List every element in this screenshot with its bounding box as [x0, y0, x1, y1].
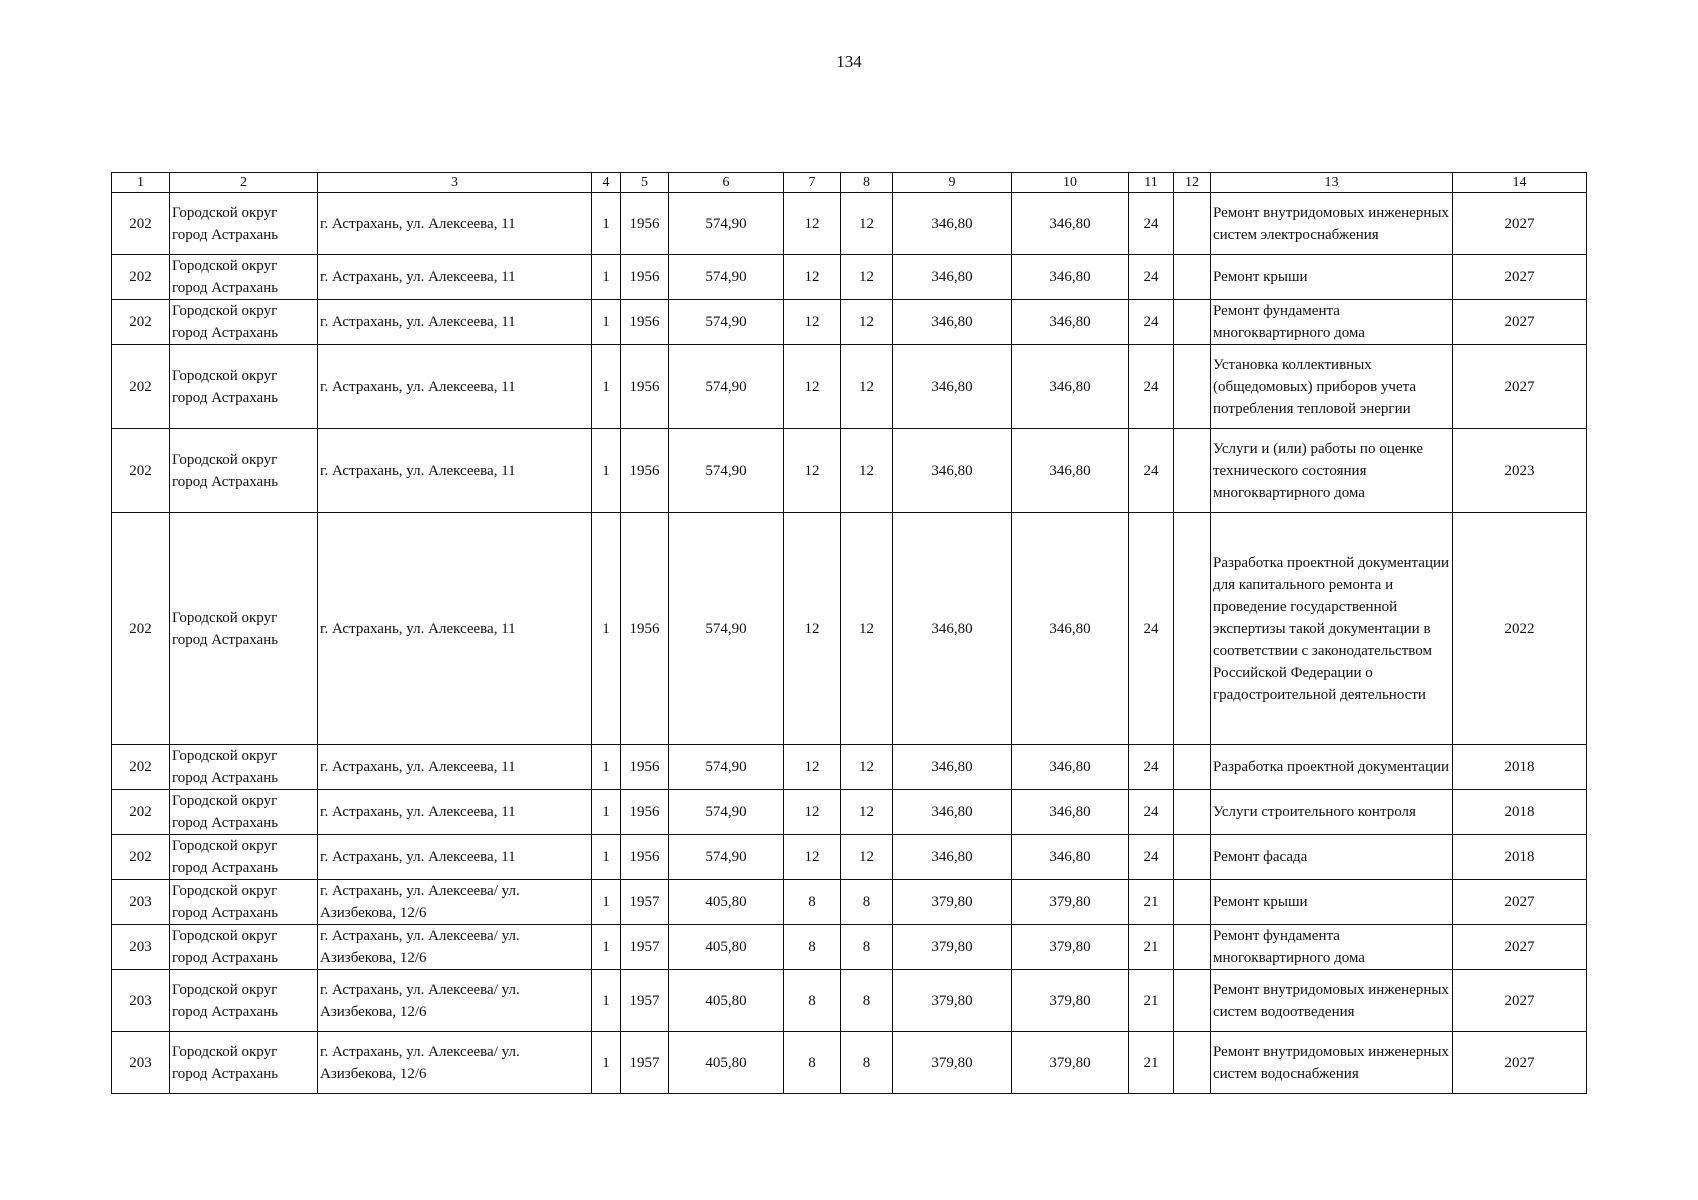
- cell-col-10: 379,80: [1012, 925, 1129, 970]
- cell-year: 1956: [621, 745, 669, 790]
- cell-work-type: Ремонт внутридомовых инженерных систем водоснабжения: [1211, 1032, 1453, 1094]
- cell-col-4: 1: [592, 429, 621, 513]
- cell-plan-year: 2027: [1453, 970, 1587, 1032]
- cell-year: 1956: [621, 255, 669, 300]
- cell-col-8: 12: [841, 835, 893, 880]
- cell-col-9: 346,80: [893, 300, 1012, 345]
- cell-municipality: Городской округ город Астрахань: [170, 345, 318, 429]
- cell-col-10: 379,80: [1012, 880, 1129, 925]
- cell-plan-year: 2027: [1453, 880, 1587, 925]
- cell-col-10: 346,80: [1012, 835, 1129, 880]
- cell-col-4: 1: [592, 925, 621, 970]
- table-row: [112, 745, 1587, 790]
- cell-col-7: 8: [784, 880, 841, 925]
- cell-col-12: [1174, 300, 1211, 345]
- cell-area: 574,90: [669, 790, 784, 835]
- cell-col-7: 12: [784, 513, 841, 745]
- cell-work-type: Услуги и (или) работы по оценке технического состояния многоквартирного дома: [1211, 429, 1453, 513]
- cell-row-number: 202: [112, 345, 170, 429]
- cell-col-10: 346,80: [1012, 429, 1129, 513]
- cell-col-8: 12: [841, 193, 893, 255]
- cell-address: г. Астрахань, ул. Алексеева, 11: [318, 835, 592, 880]
- cell-municipality: Городской округ город Астрахань: [170, 835, 318, 880]
- cell-col-7: 8: [784, 970, 841, 1032]
- cell-col-7: 8: [784, 1032, 841, 1094]
- cell-year: 1956: [621, 429, 669, 513]
- cell-col-9: 379,80: [893, 925, 1012, 970]
- cell-address: г. Астрахань, ул. Алексеева, 11: [318, 790, 592, 835]
- cell-row-number: 202: [112, 193, 170, 255]
- cell-area: 574,90: [669, 429, 784, 513]
- cell-col-4: 1: [592, 193, 621, 255]
- cell-row-number: 202: [112, 513, 170, 745]
- cell-col-12: [1174, 970, 1211, 1032]
- cell-address: г. Астрахань, ул. Алексеева, 11: [318, 429, 592, 513]
- cell-area: 574,90: [669, 745, 784, 790]
- cell-address: г. Астрахань, ул. Алексеева, 11: [318, 345, 592, 429]
- cell-col-11: 24: [1129, 745, 1174, 790]
- cell-plan-year: 2027: [1453, 1032, 1587, 1094]
- cell-col-4: 1: [592, 970, 621, 1032]
- cell-col-8: 12: [841, 790, 893, 835]
- cell-address: г. Астрахань, ул. Алексеева, 11: [318, 193, 592, 255]
- cell-col-8: 12: [841, 255, 893, 300]
- column-header: 14: [1453, 173, 1587, 193]
- cell-col-12: [1174, 345, 1211, 429]
- cell-col-12: [1174, 1032, 1211, 1094]
- cell-row-number: 202: [112, 835, 170, 880]
- cell-col-11: 24: [1129, 835, 1174, 880]
- cell-area: 574,90: [669, 255, 784, 300]
- cell-col-10: 346,80: [1012, 513, 1129, 745]
- cell-col-9: 346,80: [893, 790, 1012, 835]
- cell-plan-year: 2018: [1453, 745, 1587, 790]
- cell-col-8: 8: [841, 970, 893, 1032]
- cell-address: г. Астрахань, ул. Алексеева/ ул. Азизбекова, 12/6: [318, 880, 592, 925]
- cell-address: г. Астрахань, ул. Алексеева, 11: [318, 513, 592, 745]
- cell-col-7: 12: [784, 255, 841, 300]
- cell-work-type: Установка коллективных (общедомовых) приборов учета потребления тепловой энергии: [1211, 345, 1453, 429]
- cell-row-number: 202: [112, 255, 170, 300]
- repair-program-table: [111, 172, 1587, 1094]
- cell-col-7: 12: [784, 790, 841, 835]
- cell-plan-year: 2027: [1453, 345, 1587, 429]
- cell-year: 1957: [621, 1032, 669, 1094]
- cell-area: 405,80: [669, 1032, 784, 1094]
- column-header: 1: [112, 173, 170, 193]
- cell-col-7: 12: [784, 193, 841, 255]
- cell-plan-year: 2027: [1453, 300, 1587, 345]
- cell-col-4: 1: [592, 745, 621, 790]
- cell-year: 1956: [621, 345, 669, 429]
- cell-col-7: 12: [784, 429, 841, 513]
- cell-col-4: 1: [592, 790, 621, 835]
- cell-address: г. Астрахань, ул. Алексеева, 11: [318, 255, 592, 300]
- cell-work-type: Ремонт фасада: [1211, 835, 1453, 880]
- cell-municipality: Городской округ город Астрахань: [170, 790, 318, 835]
- table-header-row: [112, 173, 1587, 193]
- cell-area: 574,90: [669, 345, 784, 429]
- cell-work-type: Разработка проектной документации для капитального ремонта и проведение государственной экспертизы такой документации в соответствии с законодательством Российской Федерации о градостроительной деятельности: [1211, 513, 1453, 745]
- cell-municipality: Городской округ город Астрахань: [170, 300, 318, 345]
- cell-work-type: Ремонт крыши: [1211, 880, 1453, 925]
- cell-col-11: 24: [1129, 513, 1174, 745]
- column-header: 9: [893, 173, 1012, 193]
- table-row: [112, 925, 1587, 970]
- cell-row-number: 203: [112, 1032, 170, 1094]
- cell-year: 1956: [621, 513, 669, 745]
- cell-row-number: 203: [112, 880, 170, 925]
- cell-address: г. Астрахань, ул. Алексеева/ ул. Азизбекова, 12/6: [318, 925, 592, 970]
- cell-address: г. Астрахань, ул. Алексеева/ ул. Азизбекова, 12/6: [318, 970, 592, 1032]
- column-header: 5: [621, 173, 669, 193]
- cell-area: 574,90: [669, 193, 784, 255]
- cell-col-8: 12: [841, 429, 893, 513]
- column-header: 11: [1129, 173, 1174, 193]
- cell-col-12: [1174, 255, 1211, 300]
- cell-col-9: 346,80: [893, 835, 1012, 880]
- table-row: [112, 835, 1587, 880]
- cell-col-12: [1174, 790, 1211, 835]
- column-header: 12: [1174, 173, 1211, 193]
- page-number: 134: [836, 52, 862, 71]
- cell-col-10: 346,80: [1012, 255, 1129, 300]
- cell-plan-year: 2027: [1453, 193, 1587, 255]
- cell-col-11: 21: [1129, 925, 1174, 970]
- cell-col-8: 12: [841, 513, 893, 745]
- cell-col-8: 12: [841, 345, 893, 429]
- cell-municipality: Городской округ город Астрахань: [170, 193, 318, 255]
- cell-col-10: 346,80: [1012, 790, 1129, 835]
- cell-col-11: 21: [1129, 880, 1174, 925]
- cell-col-9: 346,80: [893, 345, 1012, 429]
- cell-municipality: Городской округ город Астрахань: [170, 880, 318, 925]
- cell-work-type: Ремонт фундамента многоквартирного дома: [1211, 925, 1453, 970]
- cell-year: 1956: [621, 835, 669, 880]
- cell-address: г. Астрахань, ул. Алексеева/ ул. Азизбекова, 12/6: [318, 1032, 592, 1094]
- cell-year: 1957: [621, 925, 669, 970]
- cell-col-9: 379,80: [893, 880, 1012, 925]
- cell-col-10: 379,80: [1012, 1032, 1129, 1094]
- cell-municipality: Городской округ город Астрахань: [170, 429, 318, 513]
- cell-col-7: 12: [784, 300, 841, 345]
- cell-col-9: 346,80: [893, 745, 1012, 790]
- column-header: 7: [784, 173, 841, 193]
- cell-col-4: 1: [592, 835, 621, 880]
- cell-address: г. Астрахань, ул. Алексеева, 11: [318, 745, 592, 790]
- cell-work-type: Ремонт фундамента многоквартирного дома: [1211, 300, 1453, 345]
- cell-col-10: 346,80: [1012, 300, 1129, 345]
- cell-col-4: 1: [592, 345, 621, 429]
- table-row: [112, 970, 1587, 1032]
- cell-col-4: 1: [592, 880, 621, 925]
- cell-col-11: 21: [1129, 970, 1174, 1032]
- cell-col-8: 12: [841, 745, 893, 790]
- cell-municipality: Городской округ город Астрахань: [170, 255, 318, 300]
- cell-col-4: 1: [592, 300, 621, 345]
- cell-year: 1956: [621, 790, 669, 835]
- table-row: [112, 255, 1587, 300]
- cell-row-number: 202: [112, 300, 170, 345]
- cell-col-12: [1174, 880, 1211, 925]
- cell-col-9: 379,80: [893, 970, 1012, 1032]
- cell-work-type: Ремонт внутридомовых инженерных систем электроснабжения: [1211, 193, 1453, 255]
- cell-row-number: 202: [112, 790, 170, 835]
- table-row: [112, 1032, 1587, 1094]
- cell-municipality: Городской округ город Астрахань: [170, 1032, 318, 1094]
- table-row: [112, 513, 1587, 745]
- cell-plan-year: 2027: [1453, 925, 1587, 970]
- cell-area: 574,90: [669, 835, 784, 880]
- cell-address: г. Астрахань, ул. Алексеева, 11: [318, 300, 592, 345]
- cell-plan-year: 2022: [1453, 513, 1587, 745]
- cell-col-12: [1174, 193, 1211, 255]
- cell-year: 1957: [621, 880, 669, 925]
- cell-col-10: 346,80: [1012, 745, 1129, 790]
- cell-year: 1956: [621, 193, 669, 255]
- cell-work-type: Ремонт внутридомовых инженерных систем водоотведения: [1211, 970, 1453, 1032]
- cell-col-7: 12: [784, 345, 841, 429]
- cell-col-12: [1174, 835, 1211, 880]
- cell-col-9: 346,80: [893, 255, 1012, 300]
- cell-plan-year: 2027: [1453, 255, 1587, 300]
- cell-col-9: 346,80: [893, 513, 1012, 745]
- cell-col-8: 12: [841, 300, 893, 345]
- cell-col-12: [1174, 513, 1211, 745]
- cell-plan-year: 2023: [1453, 429, 1587, 513]
- cell-work-type: Ремонт крыши: [1211, 255, 1453, 300]
- cell-col-11: 24: [1129, 345, 1174, 429]
- cell-municipality: Городской округ город Астрахань: [170, 970, 318, 1032]
- cell-col-10: 346,80: [1012, 193, 1129, 255]
- cell-row-number: 203: [112, 970, 170, 1032]
- cell-area: 574,90: [669, 513, 784, 745]
- table-row: [112, 345, 1587, 429]
- table-row: [112, 790, 1587, 835]
- cell-plan-year: 2018: [1453, 835, 1587, 880]
- table-row: [112, 429, 1587, 513]
- cell-col-10: 379,80: [1012, 970, 1129, 1032]
- cell-work-type: Разработка проектной документации: [1211, 745, 1453, 790]
- cell-area: 405,80: [669, 970, 784, 1032]
- column-header: 8: [841, 173, 893, 193]
- cell-work-type: Услуги строительного контроля: [1211, 790, 1453, 835]
- column-header: 4: [592, 173, 621, 193]
- table-row: [112, 300, 1587, 345]
- cell-col-7: 12: [784, 835, 841, 880]
- cell-row-number: 203: [112, 925, 170, 970]
- cell-municipality: Городской округ город Астрахань: [170, 925, 318, 970]
- cell-col-9: 379,80: [893, 1032, 1012, 1094]
- column-header: 6: [669, 173, 784, 193]
- cell-col-11: 24: [1129, 429, 1174, 513]
- cell-col-9: 346,80: [893, 193, 1012, 255]
- cell-col-4: 1: [592, 1032, 621, 1094]
- cell-year: 1956: [621, 300, 669, 345]
- cell-col-11: 24: [1129, 193, 1174, 255]
- column-header: 2: [170, 173, 318, 193]
- cell-col-8: 8: [841, 880, 893, 925]
- cell-plan-year: 2018: [1453, 790, 1587, 835]
- cell-col-8: 8: [841, 1032, 893, 1094]
- cell-municipality: Городской округ город Астрахань: [170, 513, 318, 745]
- cell-row-number: 202: [112, 745, 170, 790]
- cell-year: 1957: [621, 970, 669, 1032]
- cell-col-11: 21: [1129, 1032, 1174, 1094]
- column-header: 13: [1211, 173, 1453, 193]
- table-row: [112, 193, 1587, 255]
- cell-row-number: 202: [112, 429, 170, 513]
- cell-col-4: 1: [592, 255, 621, 300]
- cell-col-12: [1174, 925, 1211, 970]
- cell-col-11: 24: [1129, 255, 1174, 300]
- cell-area: 405,80: [669, 925, 784, 970]
- cell-col-7: 8: [784, 925, 841, 970]
- cell-area: 405,80: [669, 880, 784, 925]
- cell-col-4: 1: [592, 513, 621, 745]
- column-header: 3: [318, 173, 592, 193]
- cell-municipality: Городской округ город Астрахань: [170, 745, 318, 790]
- cell-col-12: [1174, 429, 1211, 513]
- cell-col-9: 346,80: [893, 429, 1012, 513]
- column-header: 10: [1012, 173, 1129, 193]
- cell-col-11: 24: [1129, 790, 1174, 835]
- cell-col-8: 8: [841, 925, 893, 970]
- cell-col-11: 24: [1129, 300, 1174, 345]
- table-body: [112, 193, 1587, 1094]
- cell-col-10: 346,80: [1012, 345, 1129, 429]
- cell-col-12: [1174, 745, 1211, 790]
- cell-area: 574,90: [669, 300, 784, 345]
- cell-col-7: 12: [784, 745, 841, 790]
- table-row: [112, 880, 1587, 925]
